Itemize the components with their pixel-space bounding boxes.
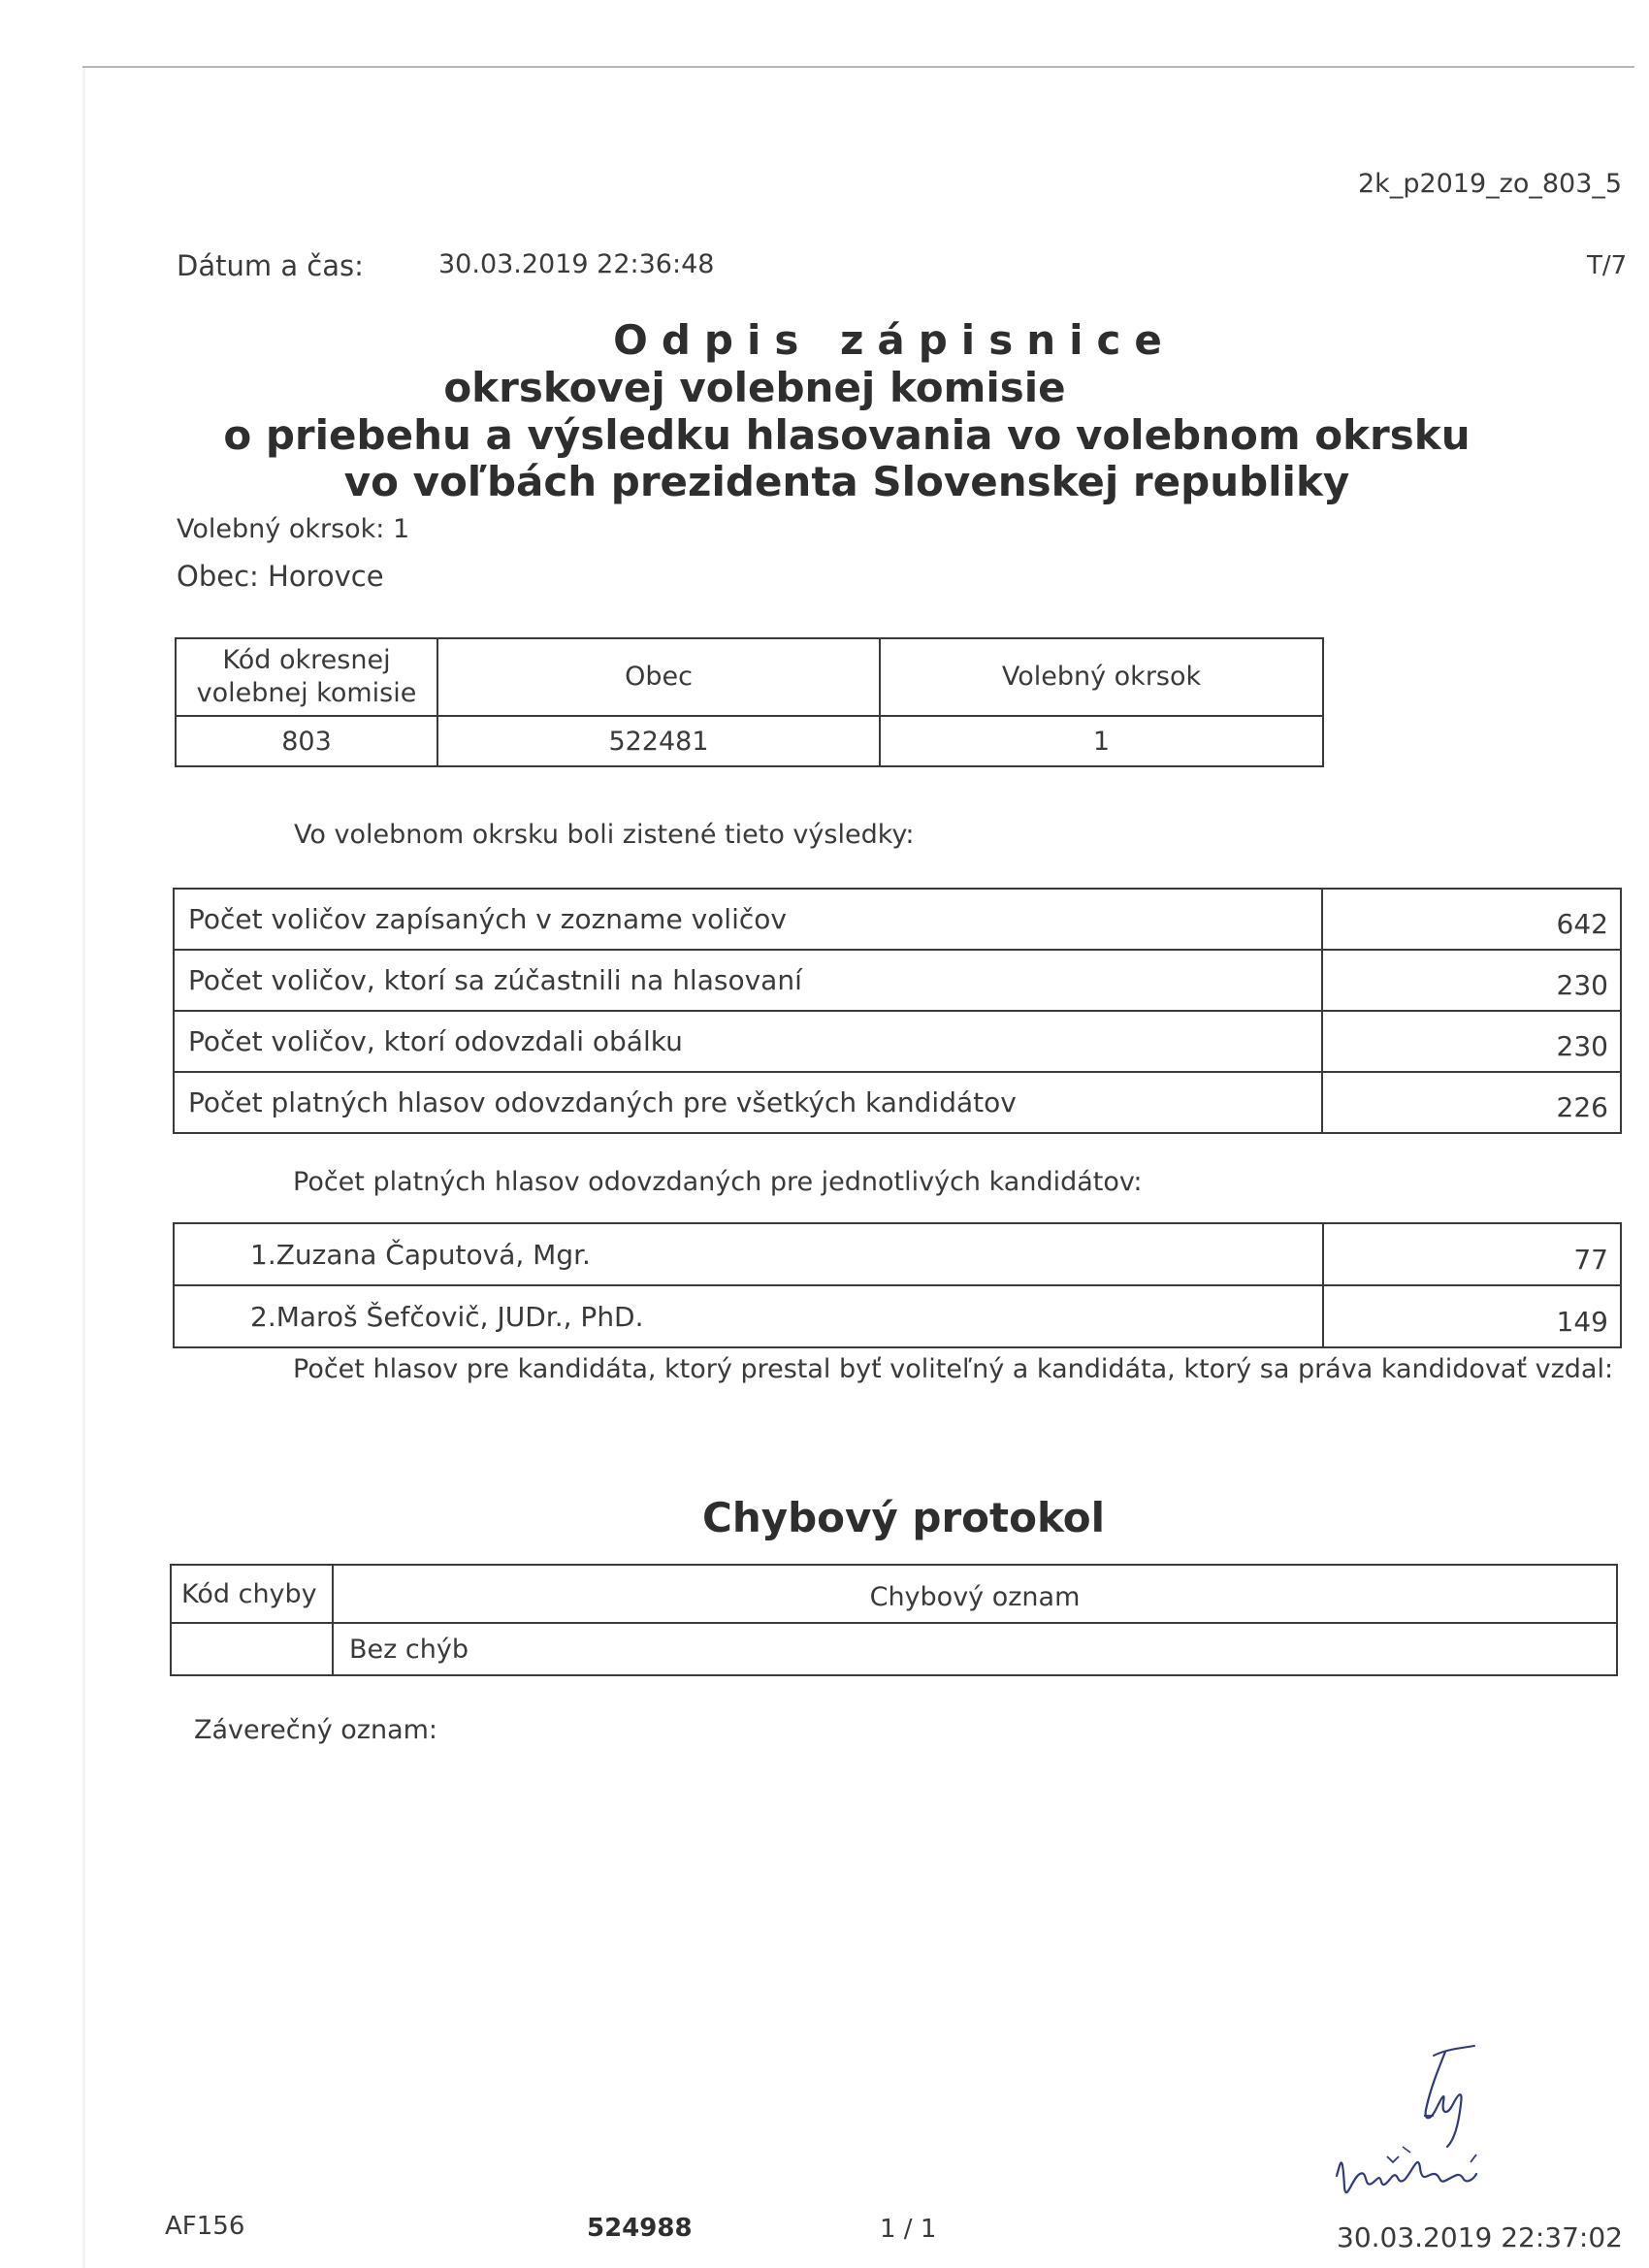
footer-timestamp: 30.03.2019 22:37:02 [1337, 2221, 1623, 2253]
error-code [171, 1623, 333, 1675]
scan-edge-top [82, 66, 1634, 68]
table-header-row [171, 1565, 1617, 1623]
results-table [173, 888, 1622, 1134]
candidates-intro: Počet platných hlasov odovzdaných pre jednotlivých kandidátov: [293, 1167, 1143, 1197]
closing-statement-label: Záverečný oznam: [194, 1715, 438, 1745]
header-municipality: Obec [437, 638, 880, 716]
signature [1329, 2032, 1552, 2226]
candidate-name: 1.Zuzana Čaputová, Mgr. [174, 1223, 1323, 1285]
district-commission-code: 803 [176, 716, 437, 766]
result-label: Počet voličov zapísaných v zozname voličov [174, 889, 1322, 950]
header-electoral-district: Volebný okrsok [880, 638, 1323, 716]
table-row [174, 950, 1621, 1011]
candidate-name: 2.Maroš Šefčovič, JUDr., PhD. [174, 1285, 1323, 1347]
header-district-commission-code-line2: volebnej komisie [196, 678, 417, 708]
result-value: 230 [1322, 950, 1621, 1011]
result-value: 230 [1322, 1011, 1621, 1072]
title-line-3: o priebehu a výsledku hlasovania vo volebnom okrsku [223, 411, 1471, 459]
header-district-commission-code [176, 638, 437, 716]
footer-page-number: 1 / 1 [880, 2215, 937, 2244]
result-value: 226 [1322, 1072, 1621, 1133]
header-district-commission-code-line1: Kód okresnej [222, 645, 391, 675]
electoral-district-number: 1 [880, 716, 1323, 766]
candidate-votes: 149 [1323, 1285, 1621, 1347]
title-line-4: vo voľbách prezidenta Slovenskej republiky [343, 458, 1350, 505]
table-row [174, 1285, 1621, 1347]
result-value: 642 [1322, 889, 1621, 950]
district-label: Volebný okrsok: 1 [177, 514, 410, 544]
withdrawn-candidates-text: Počet hlasov pre kandidáta, ktorý prestal byť voliteľný a kandidáta, ktorý sa práva kandidovať vzdal: [293, 1354, 1614, 1384]
result-label: Počet platných hlasov odovzdaných pre všetkých kandidátov [174, 1072, 1322, 1133]
result-label: Počet voličov, ktorí sa zúčastnili na hlasovaní [174, 950, 1322, 1011]
table-row [174, 1072, 1621, 1133]
table-row [174, 889, 1621, 950]
municipality-label: Obec: Horovce [177, 560, 384, 593]
document-code: 2k_p2019_zo_803_5 [1358, 169, 1623, 199]
candidate-votes: 77 [1323, 1223, 1621, 1285]
footer-document-number: 524988 [587, 2214, 693, 2243]
table-row [174, 1223, 1621, 1285]
candidates-table [173, 1222, 1622, 1348]
table-row [171, 1623, 1617, 1675]
table-header-row [176, 638, 1323, 716]
datetime-value: 30.03.2019 22:36:48 [438, 249, 715, 279]
result-label: Počet voličov, ktorí odovzdali obálku [174, 1011, 1322, 1072]
footer-form-code: AF156 [165, 2212, 245, 2241]
error-protocol-table [170, 1564, 1618, 1676]
title-line-2: okrskovej volebnej komisie [443, 364, 1066, 411]
municipality-code: 522481 [437, 716, 880, 766]
page-reference: T/7 [1587, 251, 1628, 280]
header-error-code: Kód chyby [171, 1565, 333, 1623]
error-message: Bez chýb [333, 1623, 1617, 1675]
title-line-1: Odpis zápisnice [613, 316, 1176, 364]
results-intro: Vo volebnom okrsku boli zistené tieto výsledky: [294, 820, 915, 850]
header-error-message: Chybový oznam [333, 1565, 1617, 1623]
codes-table [175, 637, 1324, 767]
datetime-label: Dátum a čas: [177, 249, 364, 282]
table-row [174, 1011, 1621, 1072]
error-protocol-title: Chybový protokol [702, 1494, 1106, 1541]
table-row [176, 716, 1323, 766]
